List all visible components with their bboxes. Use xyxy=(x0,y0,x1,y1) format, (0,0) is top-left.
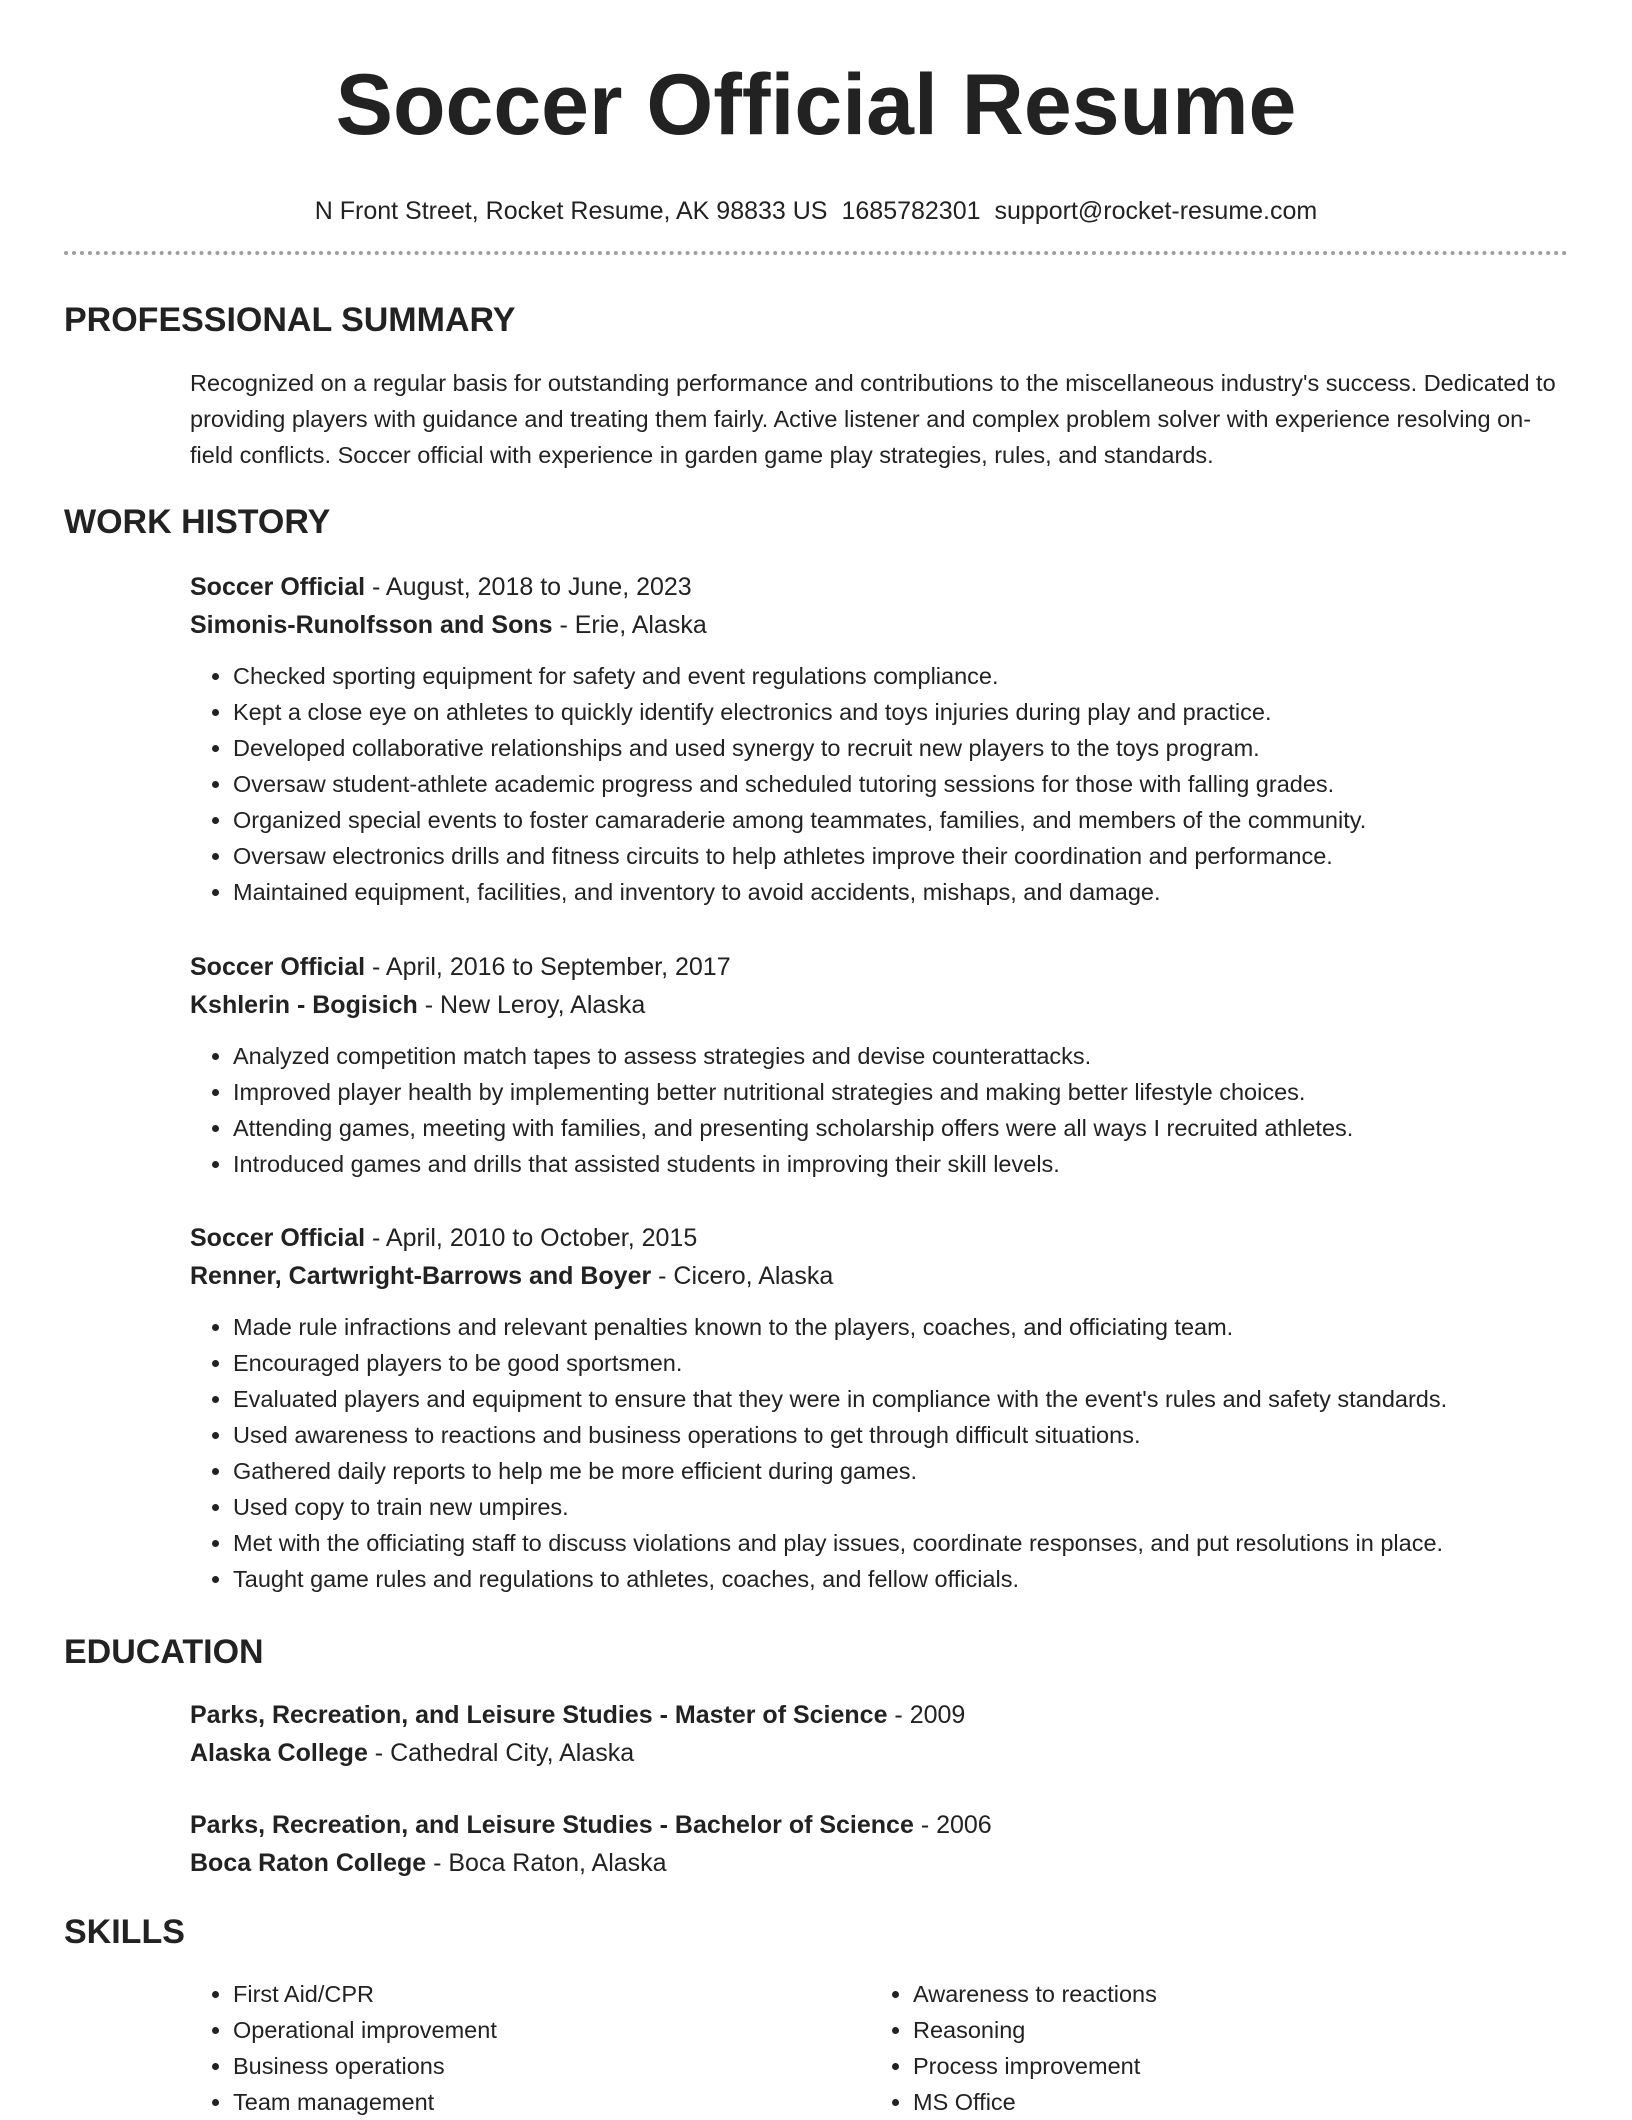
job-company: Simonis-Runolfsson and Sons xyxy=(190,611,553,639)
skills-column-left xyxy=(190,1976,870,2120)
school-location: - Cathedral City, Alaska xyxy=(367,1739,635,1767)
job-company-line xyxy=(190,1257,1570,1295)
school-line xyxy=(190,1734,1570,1772)
list-item: • Encouraged players to be good sportsmen. xyxy=(233,1345,1570,1381)
skill-item: • MS Office xyxy=(913,2084,1550,2120)
contact-line xyxy=(64,195,1568,227)
job-bullets xyxy=(190,658,1570,910)
skills-section xyxy=(64,1912,1568,1952)
work-section xyxy=(64,502,1568,542)
degree-name: Parks, Recreation, and Leisure Studies - Master of Science xyxy=(190,1701,888,1729)
list-item: • Checked sporting equipment for safety and event regulations compliance. xyxy=(233,658,1570,694)
section-title-summary: PROFESSIONAL SUMMARY xyxy=(64,301,516,339)
degree-year: - 2009 xyxy=(887,1701,966,1729)
job-title-line xyxy=(190,948,1570,986)
summary-section xyxy=(64,300,1568,340)
list-item: • Gathered daily reports to help me be more efficient during games. xyxy=(233,1453,1570,1489)
list-item: • Met with the officiating staff to discuss violations and play issues, coordinate responses, and put resolutions in place. xyxy=(233,1525,1570,1561)
skill-item: • Awareness to reactions xyxy=(913,1976,1550,2012)
job-role: Soccer Official xyxy=(190,573,366,601)
skills-column-right xyxy=(870,1976,1550,2120)
school-name: Alaska College xyxy=(190,1739,368,1767)
list-item: • Kept a close eye on athletes to quickly identify electronics and toys injuries during play and practice. xyxy=(233,694,1570,730)
job-company: Kshlerin - Bogisich xyxy=(190,991,418,1019)
job-location: - Cicero, Alaska xyxy=(651,1262,834,1290)
skill-item: • First Aid/CPR xyxy=(233,1976,870,2012)
job-role: Soccer Official xyxy=(190,1224,366,1252)
degree-name: Parks, Recreation, and Leisure Studies - Bachelor of Science xyxy=(190,1811,914,1839)
job-role: Soccer Official xyxy=(190,953,366,981)
list-item: • Used copy to train new umpires. xyxy=(233,1489,1570,1525)
list-item: • Improved player health by implementing better nutritional strategies and making better lifestyle choices. xyxy=(233,1074,1570,1110)
header-divider xyxy=(64,251,1568,255)
job-title-line xyxy=(190,568,1570,606)
skill-item: • Team management xyxy=(233,2084,870,2120)
section-title-work: WORK HISTORY xyxy=(64,503,331,541)
skills-list-left xyxy=(190,1976,870,2120)
job-entry xyxy=(190,1219,1570,1597)
summary-text: Recognized on a regular basis for outstanding performance and contributions to the miscellaneous industry's success. Dedicated to providing players with guidance and treating them fairly. Active listener and complex problem solver with experience resolving on-field conflicts. Soccer official with experience in garden game play strategies, rules, and standards. xyxy=(190,370,1556,468)
contact-email[interactable]: support@rocket-resume.com xyxy=(994,197,1318,225)
job-dates: - April, 2010 to October, 2015 xyxy=(365,1224,698,1252)
resume-header xyxy=(64,55,1568,227)
skill-item: • Reasoning xyxy=(913,2012,1550,2048)
list-item: • Developed collaborative relationships and used synergy to recruit new players to the toys program. xyxy=(233,730,1570,766)
list-item: • Oversaw student-athlete academic progress and scheduled tutoring sessions for those with falling grades. xyxy=(233,766,1570,802)
job-company-line xyxy=(190,606,1570,644)
list-item: • Taught game rules and regulations to athletes, coaches, and fellow officials. xyxy=(233,1561,1570,1597)
list-item: • Maintained equipment, facilities, and inventory to avoid accidents, mishaps, and damage. xyxy=(233,874,1570,910)
job-company: Renner, Cartwright-Barrows and Boyer xyxy=(190,1262,652,1290)
section-title-skills: SKILLS xyxy=(64,1913,185,1951)
page-title: Soccer Official Resume xyxy=(335,57,1297,153)
job-entry xyxy=(190,948,1570,1182)
job-entry xyxy=(190,568,1570,910)
degree-line xyxy=(190,1696,1570,1734)
list-item: • Used awareness to reactions and business operations to get through difficult situations. xyxy=(233,1417,1570,1453)
list-item: • Attending games, meeting with families, and presenting scholarship offers were all ways I recruited athletes. xyxy=(233,1110,1570,1146)
contact-phone: 1685782301 xyxy=(841,197,981,225)
school-name: Boca Raton College xyxy=(190,1849,427,1877)
degree-line xyxy=(190,1806,1570,1844)
education-entry xyxy=(190,1696,1570,1772)
skill-item: • Operational improvement xyxy=(233,2012,870,2048)
education-entry xyxy=(190,1806,1570,1882)
job-bullets xyxy=(190,1309,1570,1597)
summary-body xyxy=(190,365,1570,473)
education-section xyxy=(64,1632,1568,1672)
job-dates: - April, 2016 to September, 2017 xyxy=(365,953,731,981)
list-item: • Analyzed competition match tapes to assess strategies and devise counterattacks. xyxy=(233,1038,1570,1074)
job-location: - Erie, Alaska xyxy=(552,611,707,639)
list-item: • Oversaw electronics drills and fitness circuits to help athletes improve their coordination and performance. xyxy=(233,838,1570,874)
degree-year: - 2006 xyxy=(913,1811,992,1839)
job-company-line xyxy=(190,986,1570,1024)
list-item: • Evaluated players and equipment to ensure that they were in compliance with the event's rules and safety standards. xyxy=(233,1381,1570,1417)
job-location: - New Leroy, Alaska xyxy=(417,991,646,1019)
job-dates: - August, 2018 to June, 2023 xyxy=(365,573,692,601)
skill-item: • Process improvement xyxy=(913,2048,1550,2084)
job-title-line xyxy=(190,1219,1570,1257)
skills-grid xyxy=(190,1976,1570,2120)
skill-item: • Business operations xyxy=(233,2048,870,2084)
contact-address: N Front Street, Rocket Resume, AK 98833 US xyxy=(314,197,828,225)
list-item: • Made rule infractions and relevant penalties known to the players, coaches, and officiating team. xyxy=(233,1309,1570,1345)
list-item: • Introduced games and drills that assisted students in improving their skill levels. xyxy=(233,1146,1570,1182)
job-bullets xyxy=(190,1038,1570,1182)
school-line xyxy=(190,1844,1570,1882)
section-title-education: EDUCATION xyxy=(64,1633,264,1671)
school-location: - Boca Raton, Alaska xyxy=(426,1849,667,1877)
skills-list-right xyxy=(870,1976,1550,2120)
list-item: • Organized special events to foster camaraderie among teammates, families, and members of the community. xyxy=(233,802,1570,838)
